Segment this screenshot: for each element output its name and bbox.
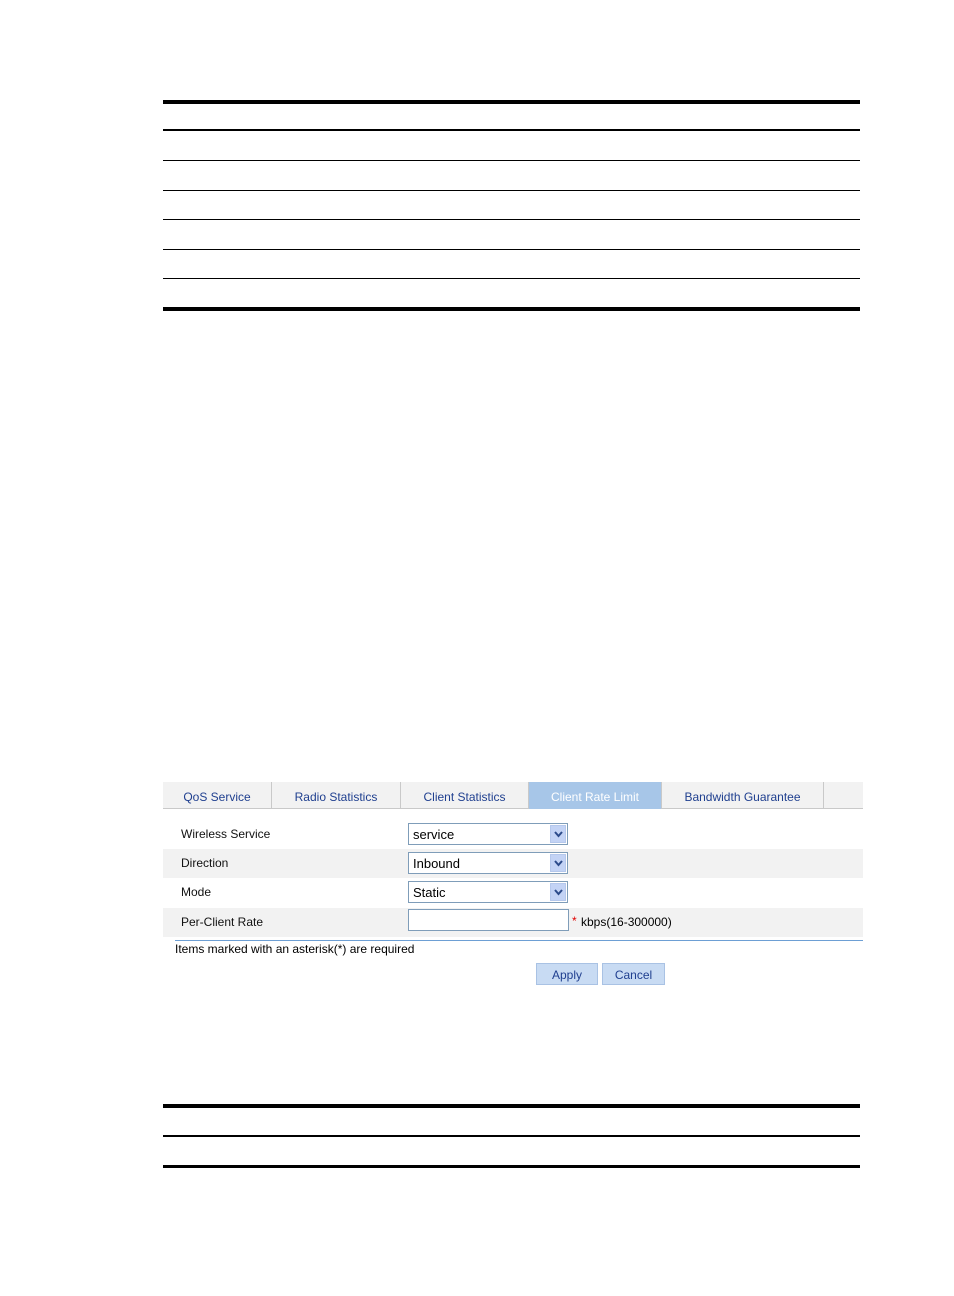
table-bottom-rule [163, 1165, 860, 1168]
required-note: Items marked with an asterisk(*) are required [175, 942, 415, 956]
bottom-table [163, 1104, 860, 1170]
cancel-button[interactable]: Cancel [602, 963, 665, 985]
per-client-rate-input[interactable] [408, 909, 569, 931]
per-client-rate-row [163, 908, 863, 937]
mode-label: Mode [181, 885, 212, 899]
wireless-service-row [163, 820, 863, 849]
tab-radio-statistics[interactable]: Radio Statistics [272, 782, 401, 809]
wireless-service-value: service [413, 827, 455, 842]
table-top-rule [163, 1104, 860, 1108]
wireless-service-label: Wireless Service [181, 827, 271, 841]
table-top-rule [163, 100, 860, 104]
table-bottom-rule [163, 307, 860, 311]
chevron-down-icon[interactable] [550, 854, 566, 872]
wireless-service-select[interactable] [408, 823, 568, 845]
required-asterisk: * [572, 914, 577, 928]
tab-bar [163, 782, 863, 809]
table-row-rule [163, 190, 860, 191]
chevron-down-icon[interactable] [550, 883, 566, 901]
table-row-rule [163, 160, 860, 161]
mode-value: Static [413, 885, 446, 900]
tab-client-rate-limit[interactable]: Client Rate Limit [529, 782, 662, 809]
direction-value: Inbound [413, 856, 460, 871]
tab-bandwidth-guarantee[interactable]: Bandwidth Guarantee [662, 782, 824, 809]
chevron-down-icon[interactable] [550, 825, 566, 843]
direction-label: Direction [181, 856, 229, 870]
direction-row [163, 849, 863, 878]
rate-unit-hint: kbps(16-300000) [581, 915, 672, 929]
table-row-rule [163, 278, 860, 279]
form-divider [175, 940, 863, 941]
mode-select[interactable] [408, 881, 568, 903]
client-rate-limit-panel [163, 782, 863, 987]
direction-select[interactable] [408, 852, 568, 874]
tab-client-statistics[interactable]: Client Statistics [401, 782, 529, 809]
table-header-rule [163, 129, 860, 131]
apply-button[interactable]: Apply [536, 963, 598, 985]
table-row-rule [163, 249, 860, 250]
tab-qos-service[interactable]: QoS Service [163, 782, 272, 809]
table-header-rule [163, 1135, 860, 1137]
mode-row [163, 878, 863, 907]
top-table [163, 100, 860, 312]
per-client-rate-label: Per-Client Rate [181, 915, 264, 929]
table-row-rule [163, 219, 860, 220]
